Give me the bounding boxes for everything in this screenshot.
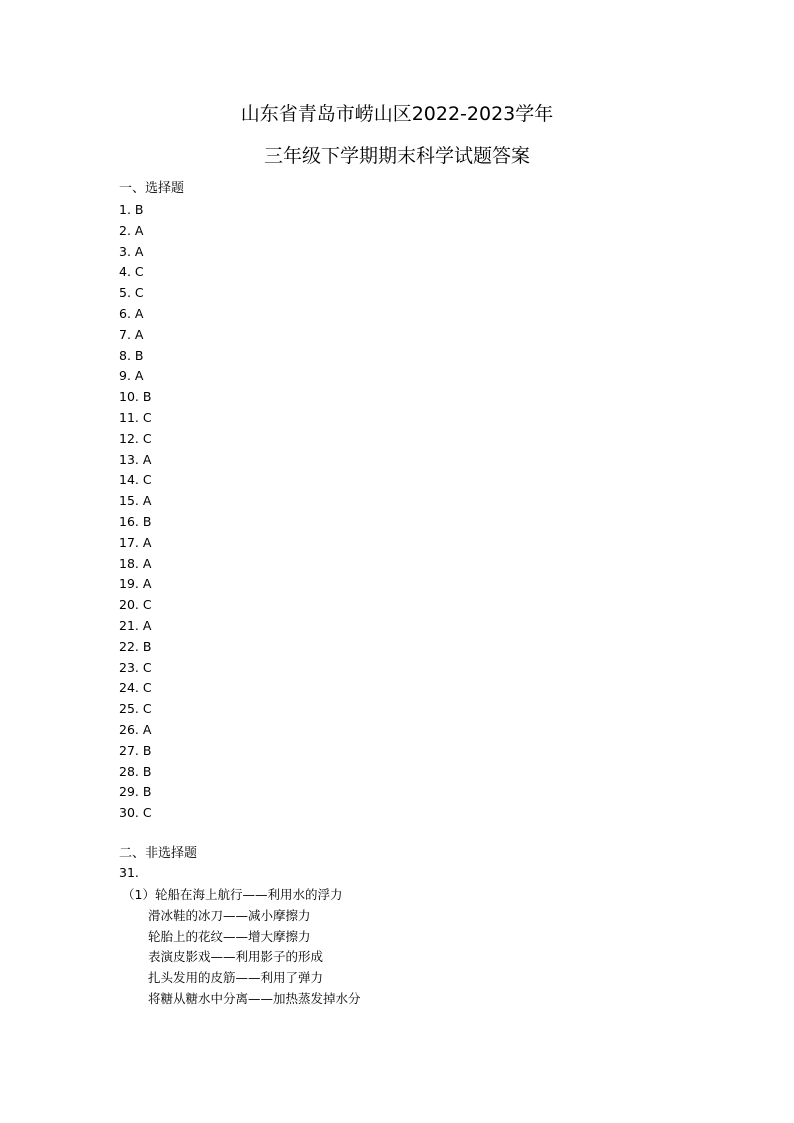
answer-item: 21. A — [119, 617, 152, 633]
answer-item: 14. C — [119, 472, 152, 488]
answer-item: 11. C — [119, 409, 152, 425]
answer-item: 19. A — [119, 576, 152, 592]
matching-answer-item: 扎头发用的皮筋——利用了弹力 — [148, 970, 324, 986]
answer-item: 4. C — [119, 264, 144, 280]
matching-answer-item: 轮胎上的花纹——增大摩擦力 — [148, 928, 311, 944]
document-title-line-2: 三年级下学期期末科学试题答案 — [263, 145, 530, 167]
answer-item: 15. A — [119, 493, 152, 509]
answer-item: 29. B — [119, 784, 152, 800]
answer-item: 1. B — [119, 202, 144, 217]
matching-answer-list — [122, 885, 361, 1010]
answer-item: 22. B — [119, 638, 152, 654]
matching-answer-item: 将糖从糖水中分离——加热蒸发掉水分 — [148, 990, 361, 1006]
answer-item: 9. A — [119, 368, 144, 384]
answer-item: 6. A — [119, 305, 144, 321]
answer-item: 3. A — [119, 243, 144, 259]
answer-item: 24. C — [119, 680, 152, 696]
answer-item: 17. A — [119, 534, 152, 550]
answer-item: 18. A — [119, 555, 152, 571]
answer-item: 16. B — [119, 513, 152, 529]
answer-item: 10. B — [119, 389, 152, 405]
answer-item: 28. B — [119, 763, 152, 779]
answer-item: 27. B — [119, 742, 152, 758]
section-heading-multiple-choice: 一、选择题 — [119, 181, 185, 196]
answer-item: 23. C — [119, 659, 152, 675]
answer-item: 8. B — [119, 347, 144, 363]
multiple-choice-answer-list — [119, 200, 152, 824]
section-heading-non-choice: 二、非选择题 — [119, 846, 198, 861]
answer-item: 25. C — [119, 701, 152, 717]
answer-item: 26. A — [119, 721, 152, 737]
matching-answer-item: 表演皮影戏——利用影子的形成 — [148, 949, 324, 965]
answer-item: 5. C — [119, 285, 144, 301]
answer-item: 2. A — [119, 222, 144, 238]
answer-item: 30. C — [119, 805, 152, 821]
answer-item: 12. C — [119, 430, 152, 446]
matching-answer-item: （1）轮船在海上航行——利用水的浮力 — [122, 887, 343, 902]
matching-answer-item: 滑冰鞋的冰刀——减小摩擦力 — [148, 907, 311, 923]
answer-item: 20. C — [119, 597, 152, 613]
question-number-31: 31. — [119, 865, 139, 880]
answer-item: 13. A — [119, 451, 152, 467]
document-title-line-1: 山东省青岛市崂山区2022-2023学年 — [240, 103, 554, 125]
answer-item: 7. A — [119, 326, 144, 342]
